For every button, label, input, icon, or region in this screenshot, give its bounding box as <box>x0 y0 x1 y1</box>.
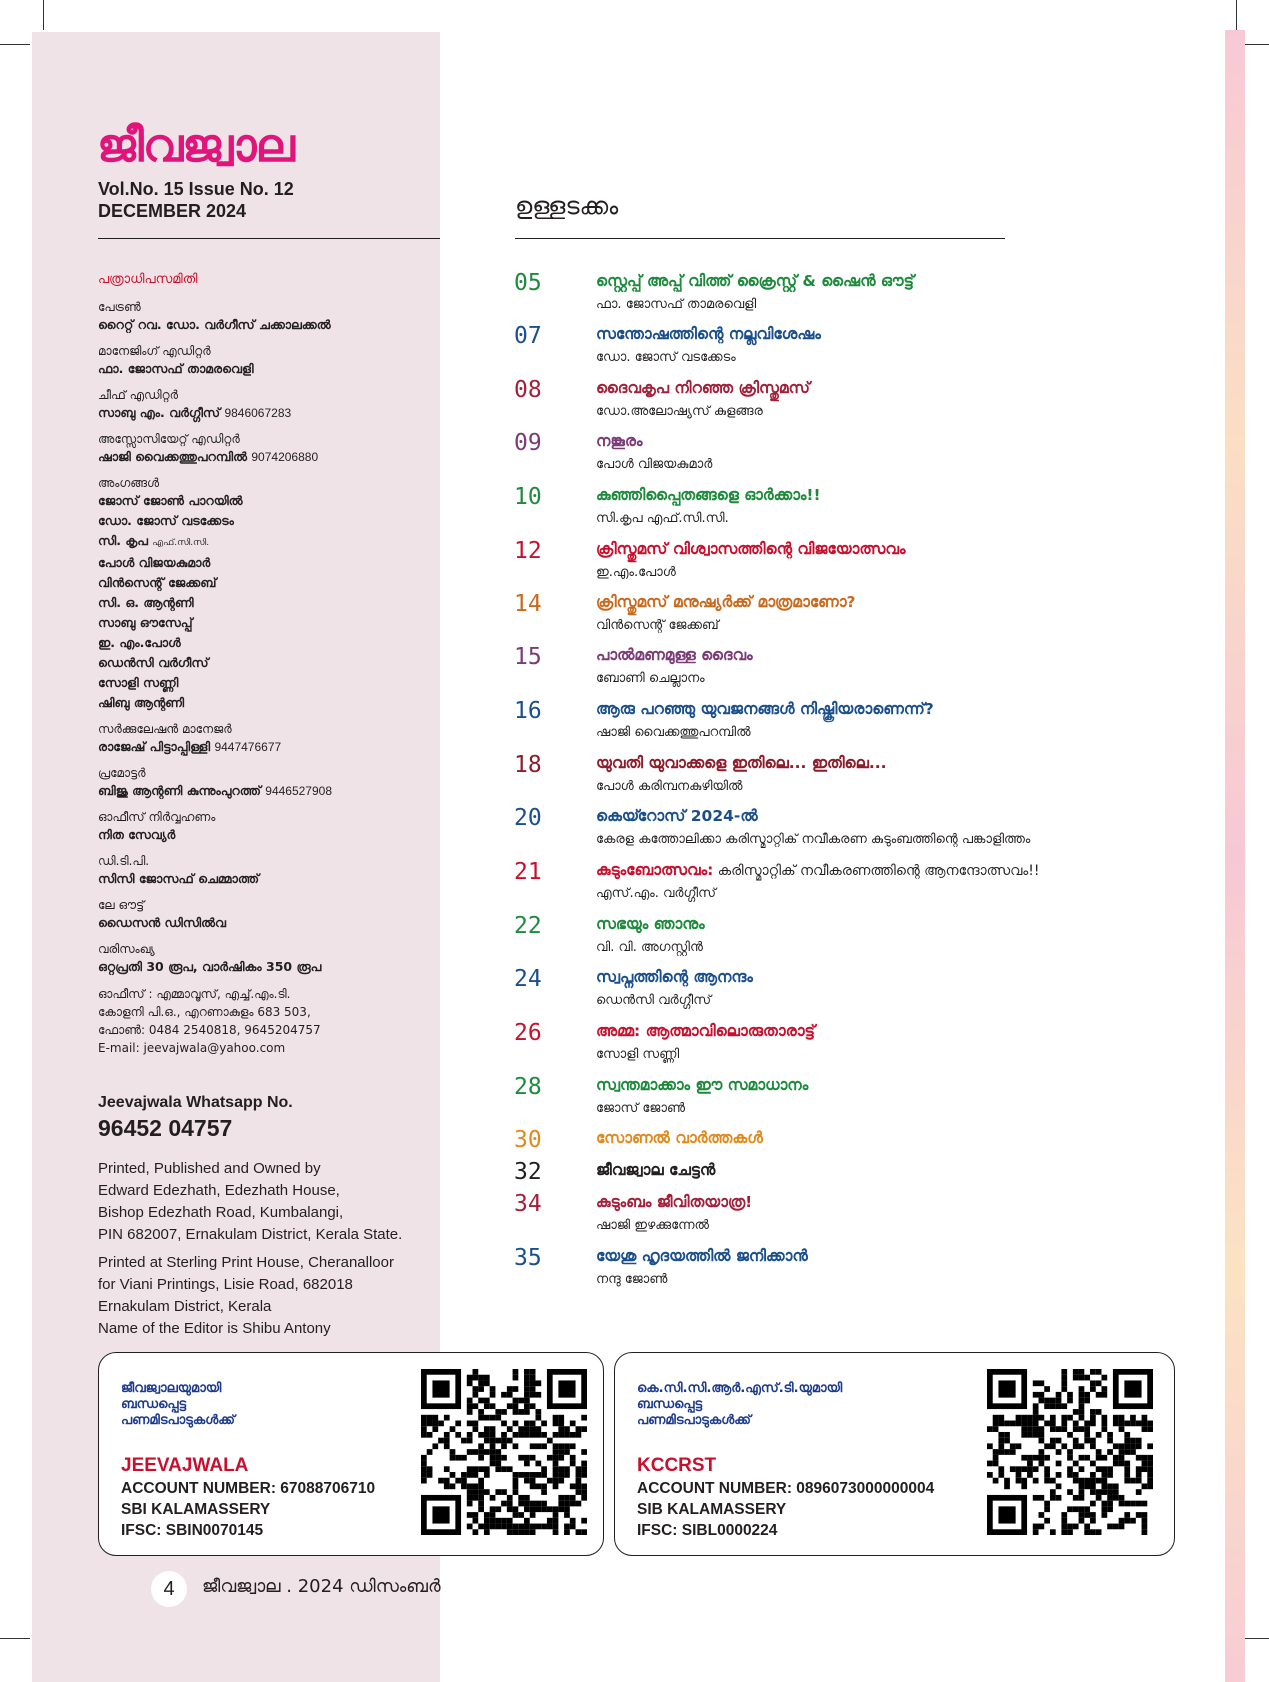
imprint-line: Printed at Sterling Print House, Cheranalloor <box>98 1254 394 1271</box>
name-text: സി. ഒ. ആന്റണി <box>98 595 194 610</box>
committee-role <box>98 809 433 845</box>
office-line: ഫോൺ: 0484 2540818, 9645204757 <box>98 1023 321 1037</box>
committee-role <box>98 941 433 977</box>
role-title: അസ്സോസിയേറ്റ് എഡിറ്റർ <box>98 432 240 446</box>
toc-page-number: 21 <box>514 859 542 885</box>
toc-author: ഷാജി ഇഴക്കുന്നേൽ <box>596 1218 709 1233</box>
toc-author: ജോസ് ജോൺ <box>596 1101 686 1116</box>
toc-page-number: 32 <box>514 1159 542 1185</box>
toc-author: കേരള കത്തോലിക്കാ കരിസ്മാറ്റിക് നവീകരണ കുടുംബത്തിന്റെ പങ്കാളിത്തം <box>596 832 1031 847</box>
toc-article-title <box>596 807 758 826</box>
account-number: ACCOUNT NUMBER: 0896073000000004 <box>637 1480 935 1497</box>
toc-author: ഡോ. ജോസ് വടക്കേടം <box>596 350 736 365</box>
toc-article-title <box>596 1161 715 1180</box>
toc-author: സി.കൃപ എഫ്.സി.സി. <box>596 511 729 526</box>
decorative-strip <box>1225 30 1245 1682</box>
title-text: ആരു പറഞ്ഞു യുവജനങ്ങൾ നിഷ്ക്രിയരാണെന്ന്? <box>596 700 934 718</box>
imprint-line: PIN 682007, Ernakulam District, Kerala State. <box>98 1226 403 1243</box>
issue-date: DECEMBER 2024 <box>98 201 247 221</box>
title-text: സന്തോഷത്തിന്റെ നല്ലവിശേഷം <box>596 325 821 343</box>
person-name <box>98 825 433 845</box>
person-name <box>98 315 433 335</box>
person-name <box>98 359 433 379</box>
imprint-line: Edward Edezhath, Edezhath House, <box>98 1182 340 1199</box>
contents-title: ഉള്ളടക്കം <box>515 192 619 220</box>
toc-article-title <box>596 272 914 291</box>
label-line: ബന്ധപ്പെട്ട <box>121 1397 187 1412</box>
bank-box-jeevajwala <box>98 1352 604 1556</box>
printer-imprint <box>98 1252 438 1340</box>
imprint-line: Bishop Edezhath Road, Kumbalangi, <box>98 1204 344 1221</box>
title-text: സ്വപ്നത്തിന്റെ ആനന്ദം <box>596 968 753 986</box>
toc-article-title <box>596 1076 808 1095</box>
qr-code-icon[interactable] <box>987 1369 1153 1535</box>
title-text: ക്രിസ്തുമസ് മനുഷ്യർക്ക് മാത്രമാണോ? <box>596 593 856 611</box>
toc-article-title <box>596 1193 752 1212</box>
whatsapp-number: 96452 04757 <box>98 1115 233 1141</box>
title-text: കെയ്റോസ് 2024-ൽ <box>596 807 758 825</box>
toc-article-title <box>596 861 1039 880</box>
toc-article-title <box>596 968 753 987</box>
toc-author: ബോണി ചെല്ലാനം <box>596 671 705 686</box>
role-title: വരിസംഖ്യ <box>98 942 155 956</box>
committee-role <box>98 343 433 379</box>
toc-page-number: 18 <box>514 752 542 778</box>
toc-author: വിൻസെന്റ് ജേക്കബ് <box>596 618 719 633</box>
title-text: സ്വന്തമാക്കാം ഈ സമാധാനം <box>596 1076 809 1094</box>
divider <box>515 238 1005 239</box>
imprint-line: for Viani Printings, Lisie Road, 682018 <box>98 1276 353 1293</box>
toc-article-title <box>596 432 643 451</box>
title-text: ജീവജ്വാല ചേട്ടൻ <box>596 1161 716 1179</box>
toc-page-number: 16 <box>514 698 542 724</box>
editorial-committee <box>98 272 433 1057</box>
person-name <box>98 553 433 573</box>
toc-author: വി. വി. അഗസ്റ്റിൻ <box>596 940 703 955</box>
title-text: സോണൽ വാർത്തകൾ <box>596 1129 763 1147</box>
name-suffix: എഫ്.സി.സി. <box>152 538 210 548</box>
toc-author: സോളി സണ്ണി <box>596 1047 680 1062</box>
toc-article-title <box>596 540 906 559</box>
person-name <box>98 511 433 531</box>
committee-roles <box>98 299 433 977</box>
committee-role <box>98 475 433 713</box>
toc-page-number: 28 <box>514 1074 542 1100</box>
bank-box-kccrst <box>614 1352 1175 1556</box>
title-text: സ്റ്റെപ്പ് അപ്പ് വിത്ത് ക്രൈസ്റ്റ് & ഷൈൻ ഔട്ട് <box>596 272 915 290</box>
toc-article-title <box>596 1022 815 1041</box>
committee-role <box>98 387 433 423</box>
toc-article-title <box>596 379 810 398</box>
toc-article-title <box>596 1247 808 1266</box>
committee-role <box>98 853 433 889</box>
person-name <box>98 593 433 613</box>
label-line: ജീവജ്വാലയുമായി <box>121 1381 222 1396</box>
bank-box-label <box>637 1381 842 1429</box>
toc-page-number: 12 <box>514 538 542 564</box>
name-text: ഡൈസൻ ഡിസിൽവ <box>98 915 226 930</box>
crop-mark <box>0 44 30 45</box>
toc-page-number: 09 <box>514 430 542 456</box>
committee-role <box>98 431 433 467</box>
title-text: കുടുംബം ജീവിതയാത്ര! <box>596 1193 753 1211</box>
page-number: 4 <box>151 1571 187 1607</box>
name-text: സോളി സണ്ണി <box>98 675 179 690</box>
label-line: പണമിടപാടുകൾക്ക് <box>637 1413 751 1428</box>
title-text: കുഞ്ഞിപ്പൈതങ്ങളെ ഓർക്കാം!! <box>596 486 821 504</box>
person-name <box>98 869 433 889</box>
title-text: ക്രിസ്തുമസ് വിശ്വാസത്തിന്റെ വിജയോത്സവം <box>596 540 906 558</box>
toc-article-title <box>596 325 821 344</box>
bank-branch: SBI KALAMASSERY <box>121 1501 271 1518</box>
publisher-imprint <box>98 1158 438 1246</box>
imprint-line: Ernakulam District, Kerala <box>98 1298 272 1315</box>
title-text: കുടുംബോത്സവം: <box>596 861 714 879</box>
ifsc-code: IFSC: SIBL0000224 <box>637 1522 778 1539</box>
toc-page-number: 35 <box>514 1245 542 1271</box>
toc-article-title <box>596 700 934 719</box>
committee-role <box>98 765 433 801</box>
toc-page-number: 07 <box>514 323 542 349</box>
name-text: സിസി ജോസഫ് ചെമ്മാത്ത് <box>98 871 260 886</box>
name-text: ഇ. എം.പോൾ <box>98 635 181 650</box>
title-text: യേശു ഹൃദയത്തിൽ ജനിക്കാൻ <box>596 1247 808 1265</box>
person-name <box>98 957 433 977</box>
toc-page-number: 05 <box>514 270 542 296</box>
toc-author: ഡോ.അലോഷ്യസ് കുളങ്ങര <box>596 404 763 419</box>
toc-page-number: 10 <box>514 484 542 510</box>
name-text: നിത സേവ്യർ <box>98 827 176 842</box>
name-text: പോൾ വിജയകുമാർ <box>98 555 211 570</box>
person-name <box>98 693 433 713</box>
toc-page-number: 24 <box>514 966 542 992</box>
toc-author: ഷാജി വൈക്കത്തുപറമ്പിൽ <box>596 725 751 740</box>
name-text: വിൻസെന്റ് ജേക്കബ് <box>98 575 217 590</box>
crop-mark <box>0 1638 30 1639</box>
name-text: ഡെൻസി വർഗീസ് <box>98 655 209 670</box>
person-name <box>98 403 433 423</box>
toc-author: ഇ.എം.പോൾ <box>596 565 676 580</box>
imprint-line: Printed, Published and Owned by <box>98 1160 321 1177</box>
role-title: ഡി.ടി.പി. <box>98 854 150 868</box>
role-title: സർക്കുലേഷൻ മാനേജർ <box>98 722 232 736</box>
phone-number: 9447476677 <box>214 740 282 754</box>
title-text: സഭയും ഞാനും <box>596 915 705 933</box>
toc-author: എസ്.എം. വർഗ്ഗീസ് <box>596 886 716 901</box>
toc-author: ഡെൻസി വർഗ്ഗീസ് <box>596 993 712 1008</box>
label-line: ബന്ധപ്പെട്ട <box>637 1397 703 1412</box>
role-title: മാനേജിംഗ് എഡിറ്റർ <box>98 344 211 358</box>
account-number: ACCOUNT NUMBER: 67088706710 <box>121 1480 376 1497</box>
bank-box-label <box>121 1381 235 1429</box>
crop-mark <box>43 0 44 30</box>
name-text: ബിജു ആന്റണി കുന്നുംപുറത്ത് <box>98 783 261 798</box>
imprint-line: Name of the Editor is Shibu Antony <box>98 1320 331 1337</box>
person-name <box>98 653 433 673</box>
person-name <box>98 913 433 933</box>
toc-author: ഫാ. ജോസഫ് താമരവെളി <box>596 297 757 312</box>
toc-page-number: 08 <box>514 377 542 403</box>
role-title: ചീഫ് എഡിറ്റർ <box>98 388 179 402</box>
office-line: കോളനി പി.ഒ., എറണാകുളം 683 503, <box>98 1005 311 1019</box>
person-name <box>98 673 433 693</box>
ifsc-code: IFSC: SBIN0070145 <box>121 1522 264 1539</box>
toc-page-number: 30 <box>514 1127 542 1153</box>
volume-issue: Vol.No. 15 Issue No. 12 <box>98 179 294 199</box>
toc-page-number: 22 <box>514 913 542 939</box>
name-text: റൈറ്റ് റവ. ഡോ. വർഗീസ് ചക്കാലക്കൽ <box>98 317 331 332</box>
toc-article-title <box>596 646 753 665</box>
office-line: ഓഫീസ് : എമ്മാവൂസ്, എച്ച്.എം.ടി. <box>98 987 291 1001</box>
committee-role <box>98 897 433 933</box>
toc-page-number: 14 <box>514 591 542 617</box>
title-text: അമ്മ: ആത്മാവിലൊരുതാരാട്ട് <box>596 1022 816 1040</box>
office-address <box>98 985 433 1057</box>
role-title: അംഗങ്ങൾ <box>98 476 160 490</box>
office-line[interactable]: E-mail: jeevajwala@yahoo.com <box>98 1041 286 1055</box>
phone-number: 9846067283 <box>224 406 292 420</box>
name-text: രാജേഷ് പിട്ടാപ്പിള്ളി <box>98 739 211 754</box>
name-text: ഫാ. ജോസഫ് താമരവെളി <box>98 361 254 376</box>
label-line: പണമിടപാടുകൾക്ക് <box>121 1413 235 1428</box>
name-text: ഡോ. ജോസ് വടക്കേടം <box>98 513 234 528</box>
person-name <box>98 613 433 633</box>
toc-article-title <box>596 915 705 934</box>
title-text: ദൈവകൃപ നിറഞ്ഞ ക്രിസ്തുമസ് <box>596 379 810 397</box>
toc-page-number: 15 <box>514 644 542 670</box>
title-text: നങ്കൂരം <box>596 432 643 450</box>
toc-page-number: 26 <box>514 1020 542 1046</box>
person-name <box>98 573 433 593</box>
committee-heading: പത്രാധിപസമിതി <box>98 272 198 287</box>
role-title: ലേ ഔട്ട് <box>98 898 145 912</box>
crop-mark <box>1236 0 1237 30</box>
divider <box>98 238 440 239</box>
role-title: ഓഫീസ് നിർവ്വഹണം <box>98 810 216 824</box>
phone-number: 9074206880 <box>251 450 319 464</box>
magazine-logo: ജീവജ്വാല <box>97 118 294 172</box>
toc-page-number: 20 <box>514 805 542 831</box>
name-text: സാബു എം. വർഗ്ഗീസ് <box>98 405 221 420</box>
toc-page-number: 34 <box>514 1191 542 1217</box>
person-name <box>98 447 433 467</box>
committee-role <box>98 721 433 757</box>
person-name <box>98 781 433 801</box>
label-line: കെ.സി.സി.ആർ.എസ്.ടി.യുമായി <box>637 1381 843 1396</box>
toc-article-title <box>596 754 887 773</box>
bank-branch: SIB KALAMASSERY <box>637 1501 787 1518</box>
footer-title: ജീവജ്വാല . 2024 ഡിസംബർ <box>202 1576 441 1597</box>
title-subtext: കരിസ്മാറ്റിക് നവീകരണത്തിന്റെ ആനന്ദോത്സവം!! <box>713 863 1040 879</box>
name-text: സി. കൃപ <box>98 533 148 548</box>
person-name <box>98 737 433 757</box>
phone-number: 9446527908 <box>265 784 333 798</box>
role-title: പേട്രൺ <box>98 300 141 314</box>
person-name <box>98 531 433 553</box>
committee-role <box>98 299 433 335</box>
toc-author: പോൾ കരിമ്പനകുഴിയിൽ <box>596 779 743 794</box>
person-name <box>98 491 433 511</box>
name-text: സാബു ഔസേപ്പ് <box>98 615 193 630</box>
toc-article-title <box>596 593 856 612</box>
person-name <box>98 633 433 653</box>
name-text: ഷാജി വൈക്കത്തുപറമ്പിൽ <box>98 449 248 464</box>
name-text: ഒറ്റപ്രതി 30 രൂപ, വാർഷികം 350 രൂപ <box>98 959 322 974</box>
name-text: ഷിബു ആന്റണി <box>98 695 185 710</box>
toc-article-title <box>596 486 821 505</box>
toc-author: നന്ദു ജോൺ <box>596 1272 668 1287</box>
title-text: യുവതി യുവാക്കളെ ഇതിലെ... ഇതിലെ... <box>596 754 887 772</box>
toc-article-title <box>596 1129 763 1148</box>
role-title: പ്രമോട്ടർ <box>98 766 146 780</box>
account-name: KCCRST <box>637 1455 717 1476</box>
whatsapp-label: Jeevajwala Whatsapp No. <box>98 1094 293 1111</box>
account-name: JEEVAJWALA <box>121 1455 249 1476</box>
toc-author: പോൾ വിജയകുമാർ <box>596 457 713 472</box>
qr-code-icon[interactable] <box>421 1369 587 1535</box>
name-text: ജോസ് ജോൺ പാറയിൽ <box>98 493 243 508</box>
title-text: പാൽമണമുള്ള ദൈവം <box>596 646 753 664</box>
